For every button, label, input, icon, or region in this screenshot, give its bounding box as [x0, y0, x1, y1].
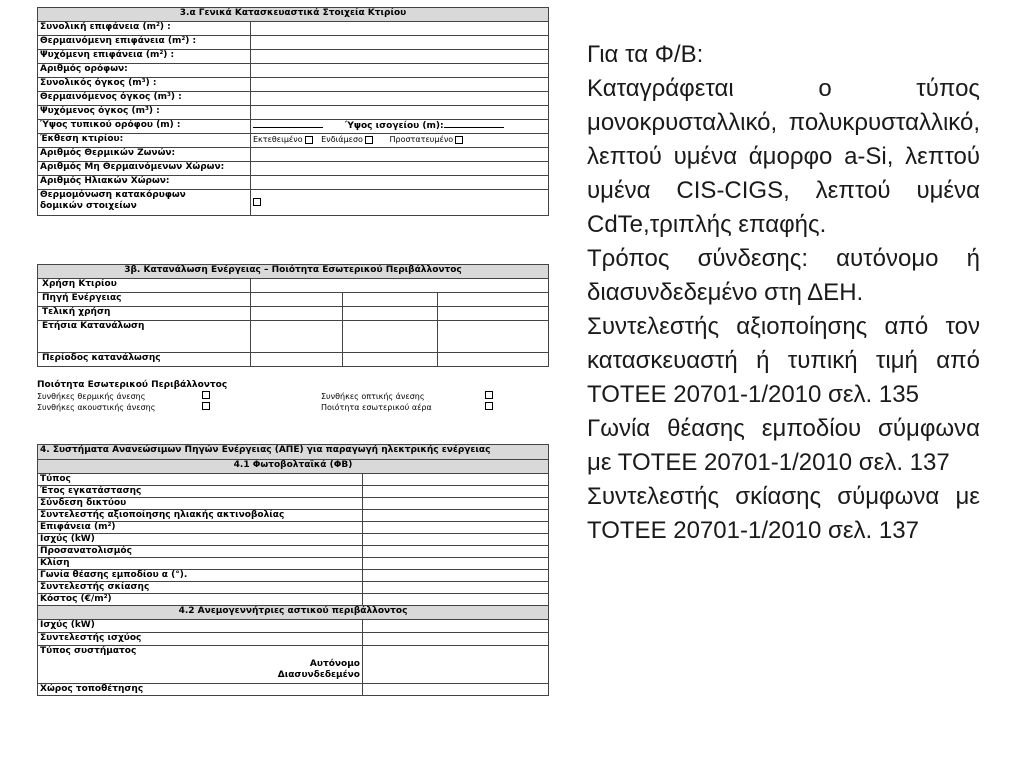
row-label: Ισχύς (kW) — [38, 620, 363, 633]
table-row — [38, 78, 549, 92]
value-cell[interactable] — [363, 558, 549, 570]
row-label: Πηγή Ενέργειας — [38, 293, 251, 307]
checkbox[interactable] — [202, 402, 210, 410]
insulation-label — [38, 190, 251, 216]
row-label: Κλίση — [38, 558, 363, 570]
table-row — [38, 279, 549, 293]
table-row — [38, 120, 549, 134]
quality-row — [37, 402, 548, 413]
value-cell[interactable] — [363, 522, 549, 534]
floor-height-value[interactable] — [251, 120, 549, 134]
quality-row — [37, 391, 548, 402]
table-row — [38, 534, 549, 546]
row-label: Συντελεστής σκίασης — [38, 582, 363, 594]
table-row — [38, 646, 549, 684]
insulation-label-line: Θερμομόνωση κατακόρυφων — [40, 190, 186, 200]
row-label: Έτος εγκατάστασης — [38, 486, 363, 498]
value-cell[interactable] — [251, 353, 343, 367]
row-label: Τελική χρήση — [38, 307, 251, 321]
row-label: Συνολικός όγκος (m³) : — [38, 78, 251, 92]
table-row — [38, 486, 549, 498]
value-cell[interactable] — [251, 293, 343, 307]
table-row — [38, 50, 549, 64]
table-row — [38, 546, 549, 558]
table-row — [38, 620, 549, 633]
pv-notes — [587, 38, 980, 548]
exposure-options — [251, 134, 549, 148]
table-row — [38, 22, 549, 36]
quality-item: Συνθήκες οπτικής άνεσης — [321, 392, 425, 401]
table-row — [38, 570, 549, 582]
value-cell[interactable] — [251, 307, 343, 321]
table-row — [38, 510, 549, 522]
checkbox[interactable] — [253, 198, 261, 206]
option-label: Ενδιάμεσο — [321, 135, 363, 144]
value-cell[interactable] — [343, 307, 438, 321]
table-row — [38, 134, 549, 148]
row-label: Επιφάνεια (m²) — [38, 522, 363, 534]
insulation-label-line: δομικών στοιχείων — [40, 201, 137, 211]
row-label: Ψυχόμενος όγκος (m³) : — [38, 106, 251, 120]
value-cell[interactable] — [251, 78, 549, 92]
value-cell[interactable] — [438, 307, 549, 321]
table-row — [38, 474, 549, 486]
quality-item: Συνθήκες ακουστικής άνεσης — [37, 403, 156, 412]
note-paragraph: Για τα Φ/Β: — [587, 41, 704, 68]
value-cell[interactable] — [363, 510, 549, 522]
table-row — [38, 92, 549, 106]
table-row — [38, 36, 549, 50]
row-label: Αριθμός Μη Θερμαινόμενων Χώρων: — [38, 162, 251, 176]
value-cell[interactable] — [363, 594, 549, 606]
option-label: Προστατευμένο — [389, 135, 454, 144]
value-cell[interactable] — [363, 486, 549, 498]
value-cell[interactable] — [343, 293, 438, 307]
exposure-label: Έκθεση κτιρίου: — [38, 134, 251, 148]
row-label: Χώρος τοποθέτησης — [38, 684, 363, 696]
table-row — [38, 353, 549, 367]
section-4-table — [37, 444, 549, 696]
row-label: Περίοδος κατανάλωσης — [38, 353, 251, 367]
table-row — [38, 522, 549, 534]
row-label: Ετήσια Κατανάλωση — [38, 321, 251, 353]
note-paragraph: Καταγράφεται ο τύπος μονοκρυσταλλικό, πολυκρυσταλλικό, λεπτού υμένα άμορφο a-Si, λεπτού υμένα CIS-CIGS, λεπτού υμένα CdTe,τριπλής επαφής. — [587, 75, 980, 238]
table-row — [38, 558, 549, 570]
row-label: Θερμαινόμενη επιφάνεια (m²) : — [38, 36, 251, 50]
value-cell[interactable] — [363, 582, 549, 594]
table-row — [38, 582, 549, 594]
quality-item: Συνθήκες θερμικής άνεσης — [37, 392, 146, 401]
system-option: Διασυνδεδεμένο — [277, 670, 360, 680]
value-cell[interactable] — [343, 321, 438, 353]
value-cell[interactable] — [343, 353, 438, 367]
wind-title: 4.2 Ανεμογεννήτριες αστικού περιβάλλοντος — [38, 606, 549, 620]
note-paragraph: Τρόπος σύνδεσης: αυτόνομο ή διασυνδεδεμένο στη ΔΕΗ. — [587, 245, 980, 306]
table-row — [38, 64, 549, 78]
section-3a-table — [37, 7, 549, 216]
value-cell[interactable] — [363, 646, 549, 684]
value-cell[interactable] — [251, 64, 549, 78]
row-label: Γωνία θέασης εμποδίου α (°). — [38, 570, 363, 582]
ground-height-label: Ύψος ισογείου (m): — [345, 121, 444, 131]
value-cell[interactable] — [363, 534, 549, 546]
note-paragraph: Γωνία θέασης εμποδίου σύμφωνα με ΤΟΤΕΕ 20701-1/2010 σελ. 137 — [587, 415, 980, 476]
system-type-cell — [38, 646, 363, 684]
value-cell[interactable] — [251, 176, 549, 190]
indoor-quality-block — [37, 380, 548, 413]
row-label: Κόστος (€/m²) — [38, 594, 363, 606]
section-3a-title: 3.α Γενικά Κατασκευαστικά Στοιχεία Κτιρίου — [38, 8, 549, 22]
value-cell[interactable] — [363, 633, 549, 646]
row-label: Συντελεστής αξιοποίησης ηλιακής ακτινοβολίας — [38, 510, 363, 522]
row-label: Προσανατολισμός — [38, 546, 363, 558]
table-row — [38, 162, 549, 176]
section-3b-title: 3β. Κατανάλωση Ενέργειας – Ποιότητα Εσωτερικού Περιβάλλοντος — [38, 265, 549, 279]
table-row — [38, 293, 549, 307]
checkbox[interactable] — [305, 136, 313, 144]
row-label: Ψυχόμενη επιφάνεια (m²) : — [38, 50, 251, 64]
value-cell[interactable] — [363, 546, 549, 558]
row-label: Συντελεστής ισχύος — [38, 633, 363, 646]
value-cell[interactable] — [251, 36, 549, 50]
value-cell[interactable] — [251, 162, 549, 176]
table-row — [38, 176, 549, 190]
row-label: Σύνδεση δικτύου — [38, 498, 363, 510]
row-label: Συνολική επιφάνεια (m²) : — [38, 22, 251, 36]
checkbox[interactable] — [455, 136, 463, 144]
row-label: Ισχύς (kW) — [38, 534, 363, 546]
system-option: Αυτόνομο — [309, 659, 360, 669]
insulation-value — [251, 190, 549, 216]
row-label: Θερμαινόμενος όγκος (m³) : — [38, 92, 251, 106]
checkbox[interactable] — [202, 391, 210, 399]
value-cell[interactable] — [251, 321, 343, 353]
section-4-title: 4. Συστήματα Ανανεώσιμων Πηγών Ενέργειας (ΑΠΕ) για παραγωγή ηλεκτρικής ενέργειας — [38, 445, 549, 460]
table-row — [38, 148, 549, 162]
section-3b-table — [37, 264, 549, 367]
indoor-quality-title: Ποιότητα Εσωτερικού Περιβάλλοντος — [37, 380, 228, 390]
table-row — [38, 106, 549, 120]
table-row — [38, 684, 549, 696]
option-label: Εκτεθειμένο — [253, 135, 303, 144]
table-row — [38, 498, 549, 510]
system-type-label: Τύπος συστήματος — [40, 646, 137, 656]
value-cell[interactable] — [251, 22, 549, 36]
checkbox[interactable] — [485, 391, 493, 399]
value-cell[interactable] — [363, 684, 549, 696]
note-paragraph: Συντελεστής αξιοποίησης από τον κατασκευαστή ή τυπική τιμή από ΤΟΤΕΕ 20701-1/2010 σελ. 135 — [587, 313, 980, 408]
value-cell[interactable] — [251, 106, 549, 120]
value-cell[interactable] — [363, 570, 549, 582]
value-cell[interactable] — [251, 148, 549, 162]
value-cell[interactable] — [438, 293, 549, 307]
value-cell[interactable] — [251, 50, 549, 64]
checkbox[interactable] — [365, 136, 373, 144]
table-row — [38, 594, 549, 606]
row-label: Αριθμός Θερμικών Ζωνών: — [38, 148, 251, 162]
value-cell[interactable] — [438, 321, 549, 353]
row-label: Χρήση Κτιρίου — [38, 279, 251, 293]
floor-height-label: Ύψος τυπικού ορόφου (m) : — [38, 120, 251, 134]
pv-title: 4.1 Φωτοβολταϊκά (ΦΒ) — [38, 460, 549, 474]
checkbox[interactable] — [485, 402, 493, 410]
value-cell[interactable] — [363, 498, 549, 510]
value-cell[interactable] — [363, 474, 549, 486]
row-label: Αριθμός ορόφων: — [38, 64, 251, 78]
quality-item: Ποιότητα εσωτερικού αέρα — [321, 403, 432, 412]
value-cell[interactable] — [363, 620, 549, 633]
value-cell[interactable] — [438, 353, 549, 367]
table-row — [38, 307, 549, 321]
table-row — [38, 633, 549, 646]
row-label: Αριθμός Ηλιακών Χώρων: — [38, 176, 251, 190]
note-paragraph: Συντελεστής σκίασης σύμφωνα με ΤΟΤΕΕ 20701-1/2010 σελ. 137 — [587, 483, 980, 544]
value-cell[interactable] — [251, 92, 549, 106]
table-row — [38, 321, 549, 353]
value-cell[interactable] — [251, 279, 549, 293]
row-label: Τύπος — [38, 474, 363, 486]
table-row — [38, 190, 549, 216]
